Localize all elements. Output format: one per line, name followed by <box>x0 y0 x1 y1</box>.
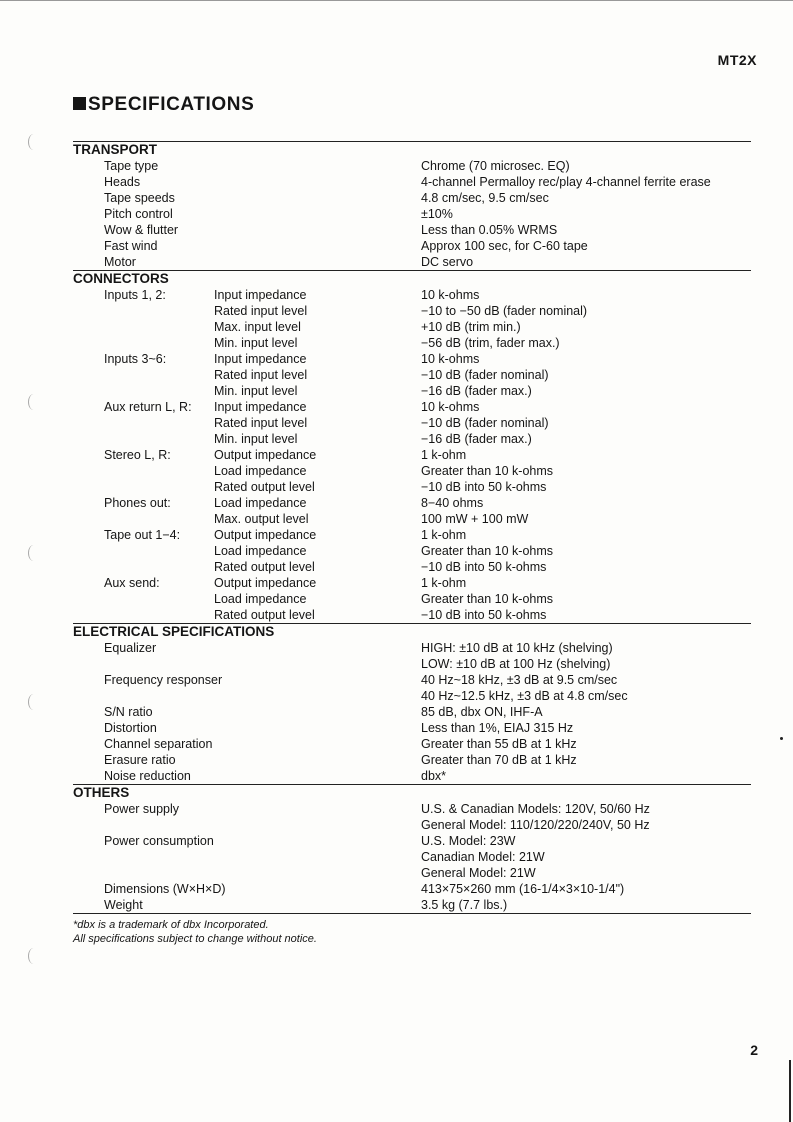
page-number: 2 <box>750 1042 758 1058</box>
spec-item: Tape speeds <box>104 191 175 205</box>
binding-hole-mark <box>28 948 39 964</box>
spec-item: Inputs 1, 2: <box>104 288 166 302</box>
spec-parameter: Min. input level <box>214 384 298 398</box>
spec-parameter: Input impedance <box>214 400 307 414</box>
spec-value: 3.5 kg (7.7 lbs.) <box>421 898 508 912</box>
spec-value: 1 k-ohm <box>421 576 467 590</box>
spec-item: Fast wind <box>104 239 158 253</box>
scan-speck <box>780 737 783 740</box>
binding-hole-mark <box>28 134 39 150</box>
spec-row <box>73 303 751 319</box>
spec-row <box>73 447 751 463</box>
spec-parameter: Load impedance <box>214 496 307 510</box>
spec-row <box>73 720 751 736</box>
section-title: OTHERS <box>73 785 130 800</box>
spec-value: HIGH: ±10 dB at 10 kHz (shelving) <box>421 641 613 655</box>
spec-item: S/N ratio <box>104 705 153 719</box>
spec-parameter: Min. input level <box>214 336 298 350</box>
spec-row <box>73 463 751 479</box>
spec-value: 413×75×260 mm (16-1/4×3×10-1/4") <box>421 882 625 896</box>
spec-row <box>73 319 751 335</box>
spec-value: Greater than 70 dB at 1 kHz <box>421 753 577 767</box>
binding-hole-mark <box>28 394 39 410</box>
spec-row <box>73 222 751 238</box>
spec-row <box>73 688 751 704</box>
spec-row <box>73 431 751 447</box>
spec-row <box>73 559 751 575</box>
spec-row <box>73 158 751 174</box>
spec-row <box>73 206 751 222</box>
page-title-text: SPECIFICATIONS <box>88 94 255 115</box>
spec-value: −16 dB (fader max.) <box>421 432 532 446</box>
spec-item: Tape type <box>104 159 159 173</box>
spec-row <box>73 897 751 913</box>
spec-value: −10 dB into 50 k-ohms <box>421 608 547 622</box>
spec-row <box>73 817 751 833</box>
spec-value: 1 k-ohm <box>421 528 467 542</box>
spec-row <box>73 495 751 511</box>
spec-value: Greater than 10 k-ohms <box>421 592 554 606</box>
spec-row <box>73 752 751 768</box>
square-bullet-icon <box>73 97 86 110</box>
spec-item: Phones out: <box>104 496 171 510</box>
spec-parameter: Input impedance <box>214 352 307 366</box>
spec-row <box>73 656 751 672</box>
spec-value: 10 k-ohms <box>421 352 480 366</box>
spec-parameter: Min. input level <box>214 432 298 446</box>
spec-value: Chrome (70 microsec. EQ) <box>421 159 570 173</box>
spec-value: Less than 1%, EIAJ 315 Hz <box>421 721 574 735</box>
spec-item: Erasure ratio <box>104 753 176 767</box>
spec-parameter: Rated input level <box>214 304 308 318</box>
spec-value: U.S. & Canadian Models: 120V, 50/60 Hz <box>421 802 650 816</box>
footnote: *dbx is a trademark of dbx Incorporated. <box>73 919 269 931</box>
spec-value: −56 dB (trim, fader max.) <box>421 336 560 350</box>
spec-parameter: Input impedance <box>214 288 307 302</box>
spec-parameter: Rated input level <box>214 416 308 430</box>
spec-value: 100 mW + 100 mW <box>421 512 529 526</box>
spec-value: −10 dB into 50 k-ohms <box>421 560 547 574</box>
spec-item: Stereo L, R: <box>104 448 171 462</box>
spec-row <box>73 768 751 784</box>
spec-item: Inputs 3~6: <box>104 352 167 366</box>
spec-item: Distortion <box>104 721 157 735</box>
spec-parameter: Rated output level <box>214 480 315 494</box>
spec-value: Less than 0.05% WRMS <box>421 223 558 237</box>
spec-parameter: Rated input level <box>214 368 308 382</box>
spec-section <box>73 270 751 623</box>
binding-hole-mark <box>28 694 39 710</box>
spec-value: −10 to −50 dB (fader nominal) <box>421 304 588 318</box>
spec-value: ±10% <box>421 207 453 221</box>
spec-value: +10 dB (trim min.) <box>421 320 521 334</box>
spec-row <box>73 881 751 897</box>
spec-parameter: Load impedance <box>214 544 307 558</box>
spec-parameter: Load impedance <box>214 464 307 478</box>
spec-value: −10 dB (fader nominal) <box>421 368 549 382</box>
spec-item: Channel separation <box>104 737 213 751</box>
section-title: TRANSPORT <box>73 142 157 157</box>
section-title: CONNECTORS <box>73 271 169 286</box>
spec-item: Aux return L, R: <box>104 400 192 414</box>
spec-row <box>73 238 751 254</box>
spec-item: Tape out 1−4: <box>104 528 181 542</box>
spec-row <box>73 287 751 303</box>
spec-row <box>73 527 751 543</box>
spec-parameter: Max. output level <box>214 512 309 526</box>
spec-row <box>73 367 751 383</box>
spec-row <box>73 833 751 849</box>
spec-row <box>73 704 751 720</box>
spec-parameter: Max. input level <box>214 320 301 334</box>
spec-value: dbx* <box>421 769 447 783</box>
spec-parameter: Rated output level <box>214 560 315 574</box>
page-title <box>73 94 254 116</box>
spec-row <box>73 351 751 367</box>
page-edge <box>789 1060 791 1122</box>
spec-item: Weight <box>104 898 143 912</box>
spec-row <box>73 190 751 206</box>
spec-value: LOW: ±10 dB at 100 Hz (shelving) <box>421 657 611 671</box>
spec-item: Heads <box>104 175 141 189</box>
spec-value: 40 Hz~18 kHz, ±3 dB at 9.5 cm/sec <box>421 673 618 687</box>
spec-row <box>73 479 751 495</box>
spec-item: Dimensions (W×H×D) <box>104 882 226 896</box>
spec-row <box>73 849 751 865</box>
spec-value: 4-channel Permalloy rec/play 4-channel ferrite erase <box>421 175 711 189</box>
spec-value: Greater than 55 dB at 1 kHz <box>421 737 577 751</box>
spec-section <box>73 784 751 913</box>
spec-value: 85 dB, dbx ON, IHF-A <box>421 705 543 719</box>
spec-value: 10 k-ohms <box>421 400 480 414</box>
spec-row <box>73 575 751 591</box>
spec-row <box>73 801 751 817</box>
spec-row <box>73 543 751 559</box>
spec-value: 1 k-ohm <box>421 448 467 462</box>
spec-value: U.S. Model: 23W <box>421 834 516 848</box>
spec-row <box>73 865 751 881</box>
spec-parameter: Output impedance <box>214 576 317 590</box>
spec-value: −10 dB into 50 k-ohms <box>421 480 547 494</box>
spec-item: Aux send: <box>104 576 160 590</box>
table-end-rule <box>73 913 751 914</box>
spec-row <box>73 640 751 656</box>
top-border <box>0 0 793 1</box>
spec-item: Pitch control <box>104 207 173 221</box>
footnote: All specifications subject to change without notice. <box>73 933 317 945</box>
spec-row <box>73 399 751 415</box>
spec-item: Power supply <box>104 802 180 816</box>
spec-value: Approx 100 sec, for C-60 tape <box>421 239 588 253</box>
spec-item: Wow & flutter <box>104 223 179 237</box>
footnotes <box>73 918 751 946</box>
spec-section <box>73 141 751 270</box>
spec-row <box>73 383 751 399</box>
spec-value: DC servo <box>421 255 474 269</box>
section-title: ELECTRICAL SPECIFICATIONS <box>73 624 275 639</box>
spec-section <box>73 623 751 784</box>
spec-row <box>73 254 751 270</box>
spec-item: Frequency responser <box>104 673 223 687</box>
spec-parameter: Output impedance <box>214 448 317 462</box>
spec-row <box>73 591 751 607</box>
spec-row <box>73 335 751 351</box>
spec-item: Equalizer <box>104 641 157 655</box>
spec-row <box>73 607 751 623</box>
specifications-table <box>73 141 751 946</box>
spec-parameter: Output impedance <box>214 528 317 542</box>
spec-value: −16 dB (fader max.) <box>421 384 532 398</box>
spec-parameter: Load impedance <box>214 592 307 606</box>
binding-hole-mark <box>28 545 39 561</box>
spec-value: Canadian Model: 21W <box>421 850 545 864</box>
spec-item: Noise reduction <box>104 769 191 783</box>
spec-row <box>73 174 751 190</box>
spec-value: 10 k-ohms <box>421 288 480 302</box>
model-name: MT2X <box>717 52 757 68</box>
spec-value: 8−40 ohms <box>421 496 484 510</box>
spec-value: Greater than 10 k-ohms <box>421 544 554 558</box>
spec-value: General Model: 110/120/220/240V, 50 Hz <box>421 818 650 832</box>
spec-value: 4.8 cm/sec, 9.5 cm/sec <box>421 191 549 205</box>
spec-row <box>73 736 751 752</box>
spec-parameter: Rated output level <box>214 608 315 622</box>
spec-value: −10 dB (fader nominal) <box>421 416 549 430</box>
spec-row <box>73 511 751 527</box>
spec-item: Power consumption <box>104 834 214 848</box>
spec-value: Greater than 10 k-ohms <box>421 464 554 478</box>
spec-item: Motor <box>104 255 136 269</box>
spec-row <box>73 415 751 431</box>
spec-row <box>73 672 751 688</box>
spec-value: 40 Hz~12.5 kHz, ±3 dB at 4.8 cm/sec <box>421 689 628 703</box>
spec-value: General Model: 21W <box>421 866 536 880</box>
